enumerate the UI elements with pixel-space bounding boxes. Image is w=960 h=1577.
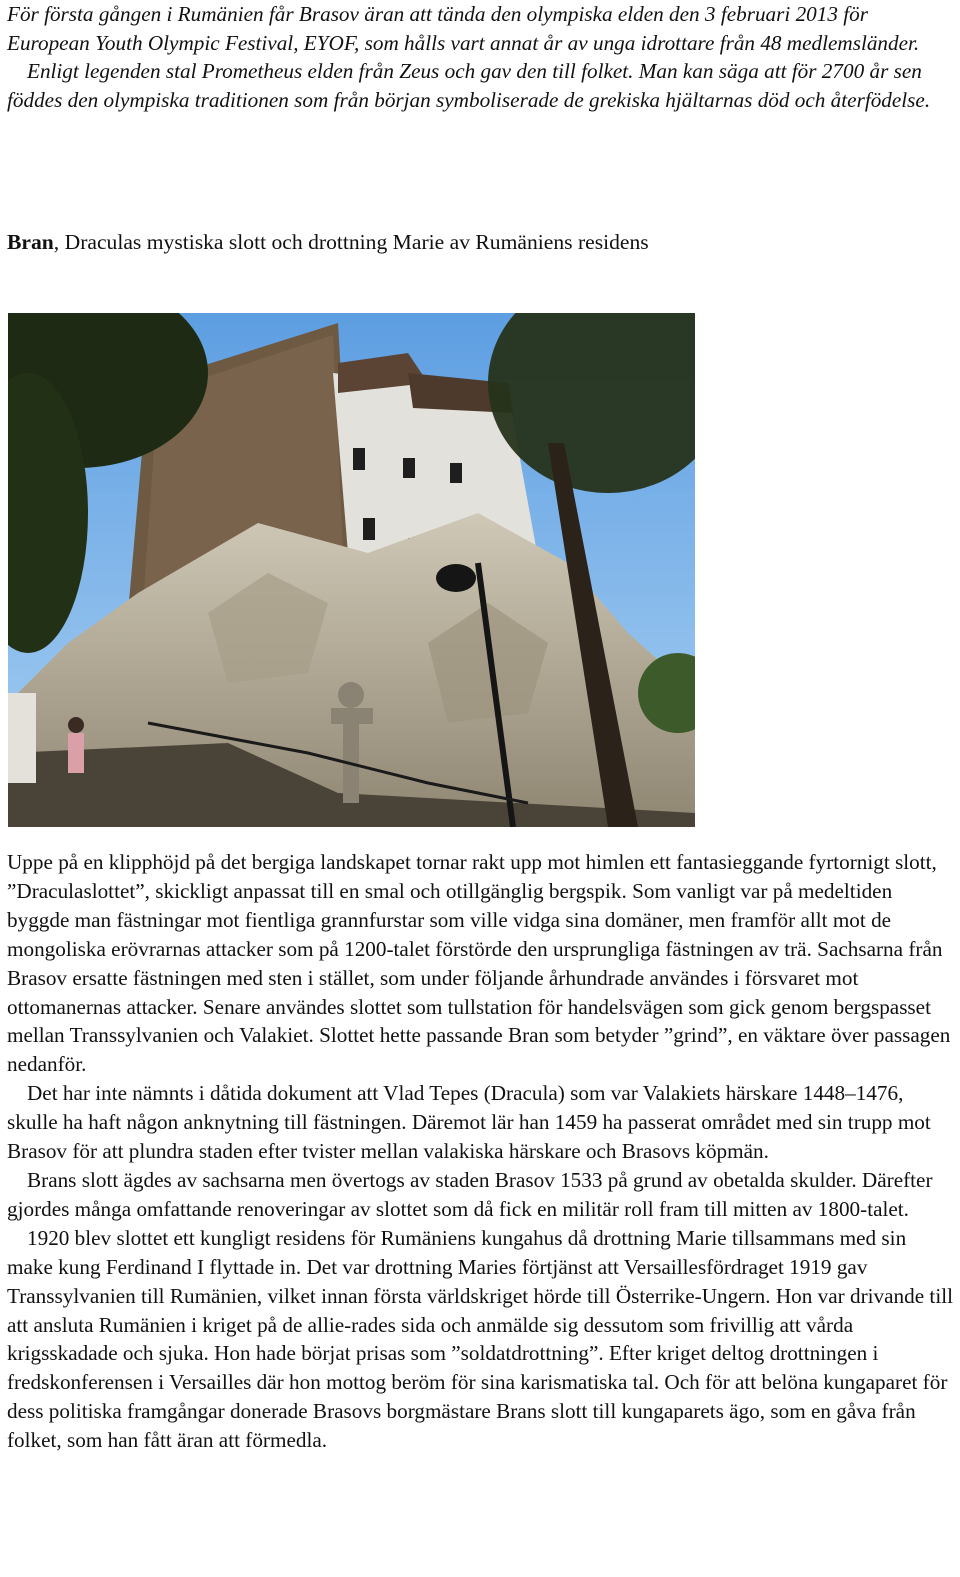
body-paragraph-1: Uppe på en klipphöjd på det bergiga landskapet tornar rakt upp mot himlen ett fantasieggande fyrtornigt slott, ”Draculaslottet”, skickligt anpassat till en smal och otillgänglig bergspik. Som vanligt var på medeltiden byggde man fästningar mot fientliga grannfurstar som ville vidga sina domäner, men framför allt mot de mongoliska erövrarnas attacker som på 1200-talet förstörde den ursprungliga fästningen av trä. Sachsarna från Brasov ersatte fästningen med sten i stället, som under följande århundrade användes i försvaret mot ottomanernas attacker. Senare användes slottet som tullstation för handelsvägen som gick genom bergspasset mellan Transsylvanien och Valakiet. Slottet hette passande Bran som betyder ”grind”, en väktare över passagen nedanför. — [7, 850, 951, 1077]
caption-text: , Draculas mystiska slott och drottning Marie av Rumäniens residens — [53, 230, 649, 254]
bran-castle-photo — [8, 313, 695, 827]
body-paragraph-3: Brans slott ägdes av sachsarna men övertogs av staden Brasov 1533 på grund av obetalda skulder. Därefter gjordes många omfattande renoveringar av slottet som då fick en militär roll fram till mitten av 1800-talet. — [7, 1167, 933, 1221]
photo-caption — [7, 228, 649, 256]
body-section — [7, 848, 953, 1455]
intro-section — [7, 0, 953, 115]
body-paragraph-4: 1920 blev slottet ett kungligt residens för Rumäniens kungahus då drottning Marie tillsammans med sin make kung Ferdinand I flyttade in. Det var drottning Maries förtjänst att Versaillesfördraget 1919 gav Transsylvanien till Rumänien, vilket innan första världskriget hörde till Österrike-Ungern. Hon var drivande till att ansluta Rumänien i kriget på de allie-rades sida och anmälde sig dessutom som frivillig att vårda krigsskadade och sjuka. Hon hade börjat prisas som ”soldatdrottning”. Efter kriget deltog drottningen i fredskonferensen i Versailles där hon mottog beröm för sina karismatiska tal. Och för att belöna kungaparet för dess politiska framgångar donerade Brasovs borgmästare Brans slott till kungaparets ägo, som en gåva från folket, som han fått äran att förmedla. — [7, 1225, 953, 1453]
intro-paragraph-1: För första gången i Rumänien får Brasov äran att tända den olympiska elden den 3 februari 2013 för European Youth Olympic Festival, EYOF, som hålls vart annat år av unga idrottare från 48 medlemsländer. — [7, 2, 920, 55]
intro-paragraph-2: Enligt legenden stal Prometheus elden från Zeus och gav den till folket. Man kan säga att för 2700 år sen föddes den olympiska traditionen som från början symboliserade de grekiska hjältarnas död och återfödelse. — [7, 59, 931, 113]
caption-bold-title: Bran — [7, 230, 54, 254]
body-paragraph-2: Det har inte nämnts i dåtida dokument att Vlad Tepes (Dracula) som var Valakiets härskare 1448–1476, skulle ha haft någon anknytning till fästningen. Däremot lär han 1459 ha passerat området med sin trupp mot Brasov för att plundra staden efter tvister mellan valakiska härskare och Brasovs köpmän. — [7, 1081, 931, 1164]
